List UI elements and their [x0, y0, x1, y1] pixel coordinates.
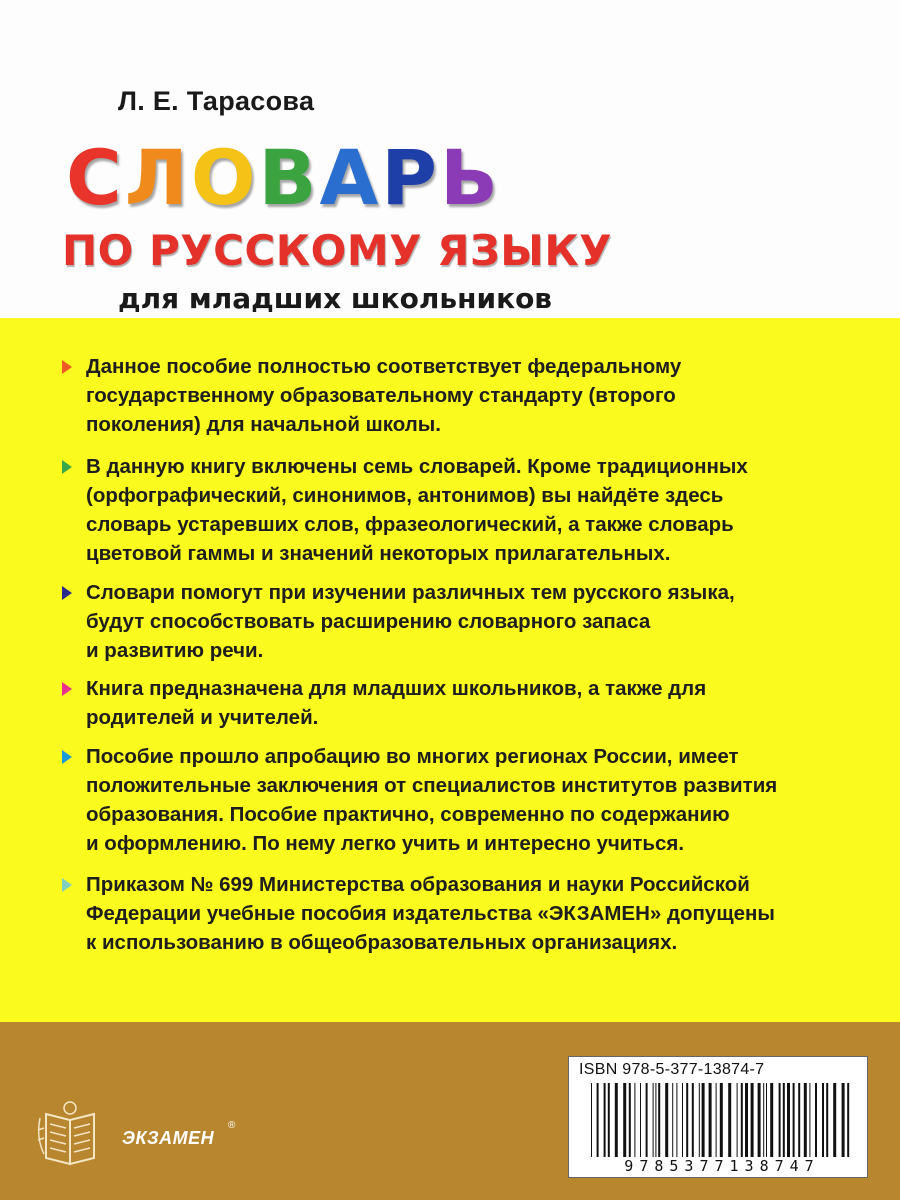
author-name: Л. Е. Тарасова: [118, 86, 315, 116]
arrow-icon: [62, 878, 72, 892]
bullet-3: [62, 578, 882, 665]
barcode-bar: [676, 1083, 677, 1157]
barcode-bar: [623, 1083, 626, 1157]
arrow-icon: [62, 586, 72, 600]
barcode-bar: [826, 1083, 828, 1157]
barcode-bar: [779, 1083, 781, 1157]
barcode-bar: [847, 1083, 849, 1157]
barcode-number: 9785377138747: [624, 1157, 820, 1175]
barcode-bar: [692, 1083, 694, 1157]
barcode-bar: [745, 1083, 748, 1157]
barcode-bar: [842, 1083, 845, 1157]
barcode-bar: [833, 1083, 836, 1157]
barcode-bar: [658, 1083, 660, 1157]
isbn-label: ISBN 978-5-377-13874-7: [579, 1061, 765, 1078]
barcode-bar: [672, 1083, 673, 1157]
title-letter: Ь: [439, 133, 501, 222]
barcode-bar: [682, 1083, 683, 1157]
barcode-bar: [815, 1083, 817, 1157]
book-title: [66, 133, 501, 222]
barcode-bar: [770, 1083, 773, 1157]
barcode-bar: [655, 1083, 656, 1157]
bullet-1: [62, 352, 882, 439]
barcode-bar: [766, 1083, 767, 1157]
barcode-bar: [798, 1083, 800, 1157]
barcode-bar: [608, 1083, 610, 1157]
arrow-icon: [62, 750, 72, 764]
barcode-bar: [702, 1083, 705, 1157]
barcode-bar: [763, 1083, 764, 1157]
bullet-text: Данное пособие полностью соответствует федеральному государственному образовательному стандарту (второго поколения) для начальной школы.: [86, 355, 682, 436]
book-subtitle: ПО РУССКОМУ ЯЗЫКУ: [62, 226, 613, 275]
bullet-text: Приказом № 699 Министерства образования и науки Российской Федерации учебные пособия издательства «ЭКЗАМЕН» допущены к использованию в общеобразовательных организациях.: [86, 873, 775, 954]
barcode-bar: [716, 1083, 717, 1157]
bullet-text: В данную книгу включены семь словарей. Кроме традиционных (орфографический, синонимов, антонимов) вы найдёте здесь словарь устаревших слов, фразеологический, а также словарь цветовой гаммы и значений некоторых прилагательных.: [86, 455, 748, 565]
barcode-bar: [646, 1083, 648, 1157]
isbn-block: [568, 1056, 868, 1178]
barcode-bar: [804, 1083, 807, 1157]
bullet-6: [62, 870, 882, 957]
barcode-bar: [629, 1083, 631, 1157]
barcode-bar: [640, 1083, 641, 1157]
publisher-name: ЭКЗАМЕН: [122, 1128, 215, 1148]
barcode-bar: [822, 1083, 824, 1157]
barcode-bar: [787, 1083, 790, 1157]
book-eagle-emblem-icon: [36, 1094, 106, 1174]
bullet-text: Пособие прошло апробацию во многих регионах России, имеет положительные заключения от специалистов институтов развития образования. Пособие практично, современно по содержанию и оформлению. По нему легко учить и интересно учиться.: [86, 745, 778, 855]
barcode-bar: [741, 1083, 743, 1157]
barcode-bar: [793, 1083, 795, 1157]
barcode-bar: [699, 1083, 700, 1157]
barcode-bar: [597, 1083, 599, 1157]
barcode-bar: [604, 1083, 606, 1157]
barcode-bar: [615, 1083, 618, 1157]
barcode-bar: [634, 1083, 635, 1157]
barcode-bar: [758, 1083, 761, 1157]
title-letter: С: [66, 133, 125, 222]
barcode-bar: [720, 1083, 723, 1157]
barcode-bar: [665, 1083, 668, 1157]
bullet-4: [62, 674, 882, 732]
registered-mark: ®: [228, 1120, 236, 1131]
barcode-bar: [653, 1083, 654, 1157]
barcode-bar: [591, 1083, 592, 1157]
arrow-icon: [62, 360, 72, 374]
arrow-icon: [62, 682, 72, 696]
barcode-bar: [783, 1083, 785, 1157]
bullet-text: Словари помогут при изучении различных тем русского языка, будут способствовать расширению словарного запаса и развитию речи.: [86, 581, 735, 662]
title-letter: В: [258, 133, 320, 222]
bullet-5: [62, 742, 882, 858]
title-letter: Л: [124, 133, 191, 222]
title-letter: Р: [381, 133, 440, 222]
barcode-bar: [751, 1083, 754, 1157]
title-letter: О: [190, 133, 259, 222]
barcode-bar: [686, 1083, 688, 1157]
barcode-bar: [737, 1083, 738, 1157]
barcode: [589, 1083, 855, 1157]
barcode-bar: [709, 1083, 712, 1157]
barcode-bar: [809, 1083, 810, 1157]
arrow-icon: [62, 460, 72, 474]
bullet-2: [62, 452, 882, 568]
barcode-bar: [728, 1083, 731, 1157]
book-tagline: для младших школьников: [118, 282, 553, 315]
title-letter: А: [319, 133, 382, 222]
bullet-text: Книга предназначена для младших школьников, а также для родителей и учителей.: [86, 677, 707, 729]
